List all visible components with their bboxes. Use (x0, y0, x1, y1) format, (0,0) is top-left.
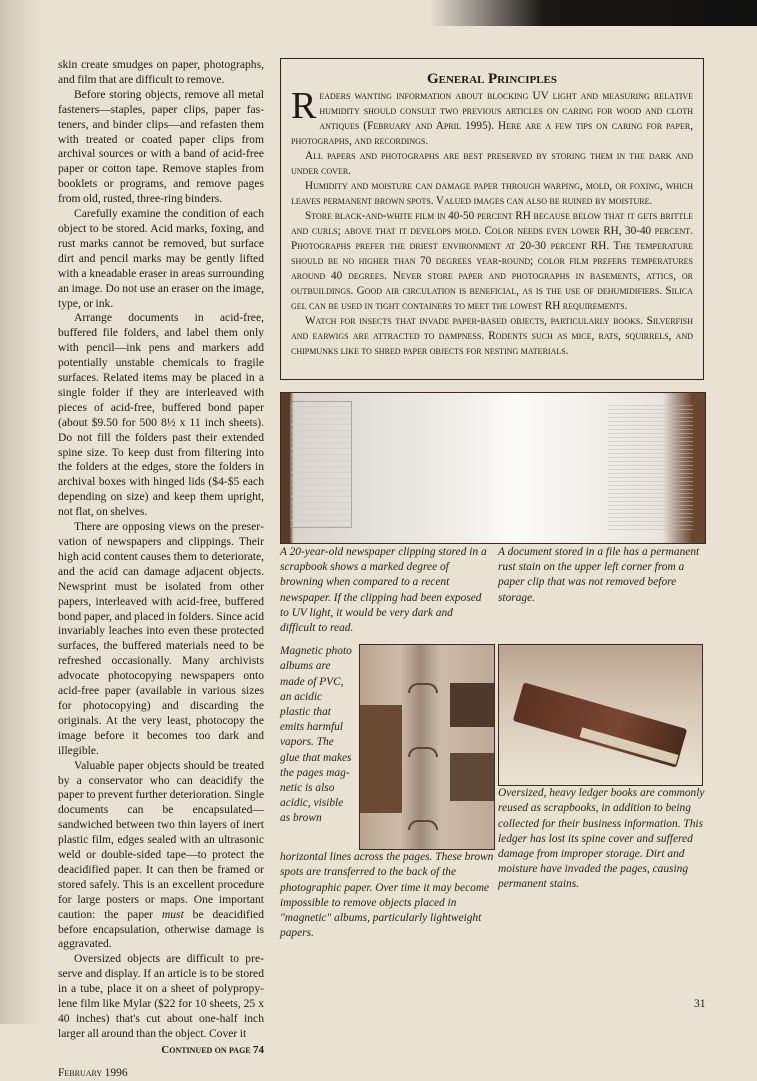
document-image (608, 405, 693, 530)
text: eaders wanting information about blocking UV light and measuring relative humidity should consult two previous articles on caring for wood and cloth antiques (February and April 1995). Here are a few tips on caring for paper, photographs, and recordings. (291, 90, 693, 147)
ledger-section (498, 644, 706, 941)
binder-ring (408, 683, 438, 693)
photo-print (360, 705, 402, 813)
text: be deacidified before encapsulation, otherwise damage is aggravated. (58, 907, 264, 951)
issue-date: February 1996 (58, 1066, 128, 1079)
sidebar-paragraph: Store black-and-white film in 40-50 percent RH because below that it gets brittle and curls; above that it develops mold. Color needs even lower RH, 30-40 percent. Photographs prefer the driest environment at 20-30 percent RH. The temperature should be no higher than 70 degrees year-round; color film prefers temperatures around 40 degrees. Never store paper and photographs in basements, attics, or outbuildings. Good air circulation is beneficial, as is the use of dehumidifiers. Silica gel can be used in tight containers to meet the lowest RH requirements. (291, 210, 693, 312)
article-paragraph: Arrange documents in acid-free, buffered file folders, and label them only with pencil—ink pens and markers add potentially unstable chemicals to fragile surfaces. Related items may be placed in a single folder if they are interleaved with pieces of acid-free, buffered bond paper (about $9.50 for 500 8½ x 11 inch sheets). Do not fill the folders past their extended spine size. To keep dust from filtering into the folders at the edges, store the folders in archival boxes with hinged lids ($4-$5 each depending on size) and keep them upright, not flat, on shelves. (58, 311, 264, 519)
right-column (280, 58, 706, 941)
magnetic-album-photo (359, 644, 495, 850)
general-principles-sidebar (280, 58, 704, 380)
emphasis: must (161, 907, 184, 921)
caption-album: Magnetic photo albums are made of PVC, an acidic plastic that emits harmful vapors. The glue that makes the pages magnetic is also acidic, visible as brown (280, 645, 352, 825)
photo-print (450, 753, 494, 801)
article-paragraph: Carefully examine the condition of each object to be stored. Acid marks, foxing, and rust marks cannot be removed, but surface dirt and pencil marks may be gently lifted with a kneadable eraser in areas surrounding an image. Do not use an eraser on the image, type, or ink. (58, 207, 264, 310)
scan-gutter-shadow (0, 0, 40, 1024)
article-column (58, 58, 264, 1081)
album-section (280, 644, 495, 941)
sidebar-paragraph: Watch for insects that invade paper-based objects, particularly books. Silverfish and earwigs are attracted to dampness. Rodents such as mice, rats, squirrels, and chipmunks like to shred paper objects for nesting materials. (291, 315, 693, 357)
drop-cap: R (291, 85, 317, 127)
article-paragraph: Oversized objects are difficult to preserve and display. If an article is to be stored in a tube, place it on a sheet of polypropylene film like Mylar ($22 for 10 sheets, 25 x 40 inches) that's cut about one-half inch larger all around than the object. Cover it (58, 952, 264, 1040)
continued-notice: Continued on page 74 (161, 1043, 264, 1056)
lower-photos (280, 644, 706, 941)
newspaper-clipping-photo (280, 392, 706, 544)
sidebar-paragraph (291, 85, 693, 149)
caption-album-continued: horizontal lines across the pages. These brown spots are transferred to the back of the photographic paper. Over time it may become impossible to remove objects placed in "magnetic" albums, particularly lightweight papers. (280, 851, 494, 940)
article-paragraph: There are opposing views on the preservation of newspapers and clippings. Their high acid content causes them to deteriorate, and the acid can damage adjacent objects. Newsprint must be isolated from other papers, interleaved with acid-free, buffered bond paper, and placed in folders. Since acid invariably leaches into even these protected surfaces, the buffered materials need to be refreshed occasionally. Many archivists advocate photocopying newspapers onto acid-free paper (available in various sizes for photocopying) and discarding the originals. At the very least, photocopy the image before it becomes too dark and illegible. (58, 520, 264, 757)
binder-ring (408, 747, 438, 757)
clipping-image (290, 401, 352, 528)
ledger-book-photo (498, 644, 703, 786)
sidebar-paragraph: All papers and photographs are best preserved by storing them in the dark and under cover. (291, 150, 693, 177)
article-paragraph: skin create smudges on paper, photographs, and film that are difficult to remove. (58, 58, 264, 86)
article-paragraph: Before storing objects, remove all metal fasteners—staples, paper clips, paper fasteners, and binder clips—and refasten them with treated or coated paper clips from archival sources or with a band of acid-free paper or cotton tape. Remove staples from booklets or programs, and remove pages from old, rusted, three-ring binders. (58, 87, 264, 206)
article-paragraph (58, 759, 264, 953)
page-number: 31 (694, 998, 706, 1010)
album-row (280, 644, 495, 850)
caption-newspaper: A 20-year-old newspaper clipping stored in a scrapbook shows a marked degree of browning when compared to a recent newspaper. If the clipping had been exposed to UV light, it would be very dark and difficult to read. (280, 546, 487, 635)
caption-ledger: Oversized, heavy ledger books are commonly reused as scrapbooks, in addition to being collected for their business information. This ledger has lost its spine cover and suffered damage from improper storage. Dirt and moisture have invaded the pages, causing permanent stains. (498, 787, 705, 891)
binder-ring (408, 820, 438, 830)
text: Valuable paper objects should be treated by a conservator who can deacidify the paper to prevent further deterioration. Single documents can be encapsulated—sandwiched between two thin layers of inert plastic film, edges sealed with an ultrasonic weld or double-sided tape—to protect the deacidified paper. It can then be framed or stored safely. This is an excellent procedure for large posters or maps. One important caution: the paper (58, 758, 264, 921)
scan-shadow (430, 0, 757, 26)
caption-rust-stain: A document stored in a file has a permanent rust stain on the upper left corner from a paper clip that was not removed before storage. (498, 546, 700, 604)
sidebar-title: General Principles (426, 71, 558, 87)
photo-print (450, 683, 494, 727)
caption-row (280, 545, 706, 636)
sidebar-paragraph: Humidity and moisture can damage paper through warping, mold, or foxing, which leaves permanent brown spots. Valued images can also be ruined by moisture. (291, 180, 693, 207)
